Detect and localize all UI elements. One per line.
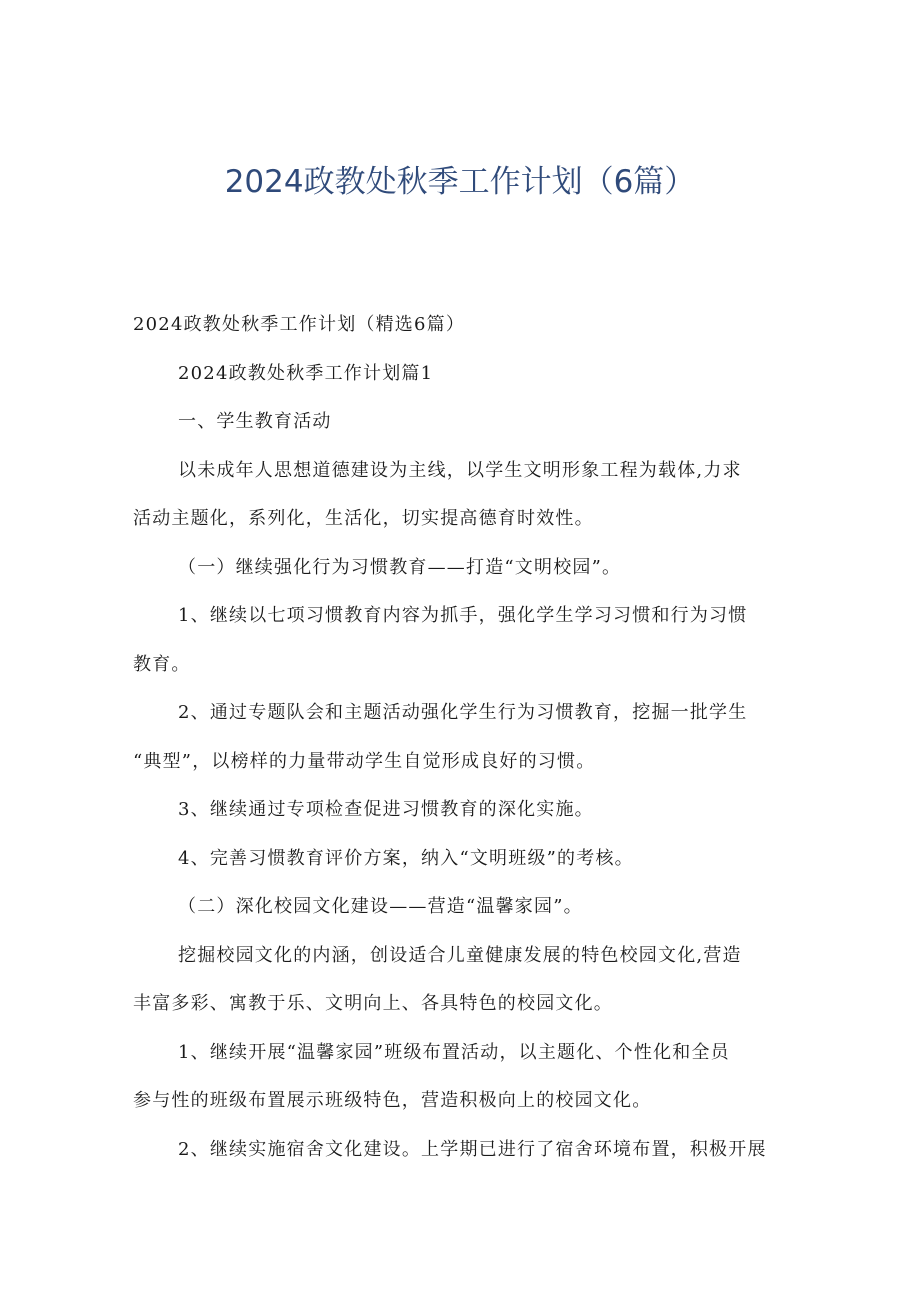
paragraph-line: 挖掘校园文化的内涵，创设适合儿童健康发展的特色校园文化,营造 [178,945,742,966]
subtitle-line: 2024政教处秋季工作计划（精选6篇） [133,314,466,335]
subsection-heading-warm-home: （二）深化校园文化建设——营造“温馨家园”。 [178,896,583,917]
paragraph-line: 1、继续以七项习惯教育内容为抓手，强化学生学习习惯和行为习惯 [178,605,748,626]
paragraph-line: 活动主题化，系列化，生活化，切实提高德育时效性。 [133,508,594,529]
paragraph-line: 2、通过专题队会和主题活动强化学生行为习惯教育，挖掘一批学生 [178,702,748,723]
section-heading-student-education: 一、学生教育活动 [178,411,332,432]
paragraph-line: 教育。 [133,654,191,675]
paragraph-line: 1、继续开展“温馨家园”班级布置活动，以主题化、个性化和全员 [178,1042,730,1063]
paragraph-line: “典型”，以榜样的力量带动学生自觉形成良好的习惯。 [133,751,596,772]
section-heading-article-1: 2024政教处秋季工作计划篇1 [178,363,434,384]
document-title: 2024政教处秋季工作计划（6篇） [224,164,696,200]
paragraph-line: 2、继续实施宿舍文化建设。上学期已进行了宿舍环境布置，积极开展 [178,1139,767,1160]
paragraph-line: 3、继续通过专项检查促进习惯教育的深化实施。 [178,799,594,820]
paragraph-line: 丰富多彩、寓教于乐、文明向上、各具特色的校园文化。 [133,993,613,1014]
subsection-heading-civilized-campus: （一）继续强化行为习惯教育——打造“文明校园”。 [178,557,622,578]
paragraph-line: 4、完善习惯教育评价方案，纳入“文明班级”的考核。 [178,848,634,869]
paragraph-line: 参与性的班级布置展示班级特色，营造积极向上的校园文化。 [133,1090,652,1111]
paragraph-line: 以未成年人思想道德建设为主线，以学生文明形象工程为载体,力求 [178,460,742,481]
